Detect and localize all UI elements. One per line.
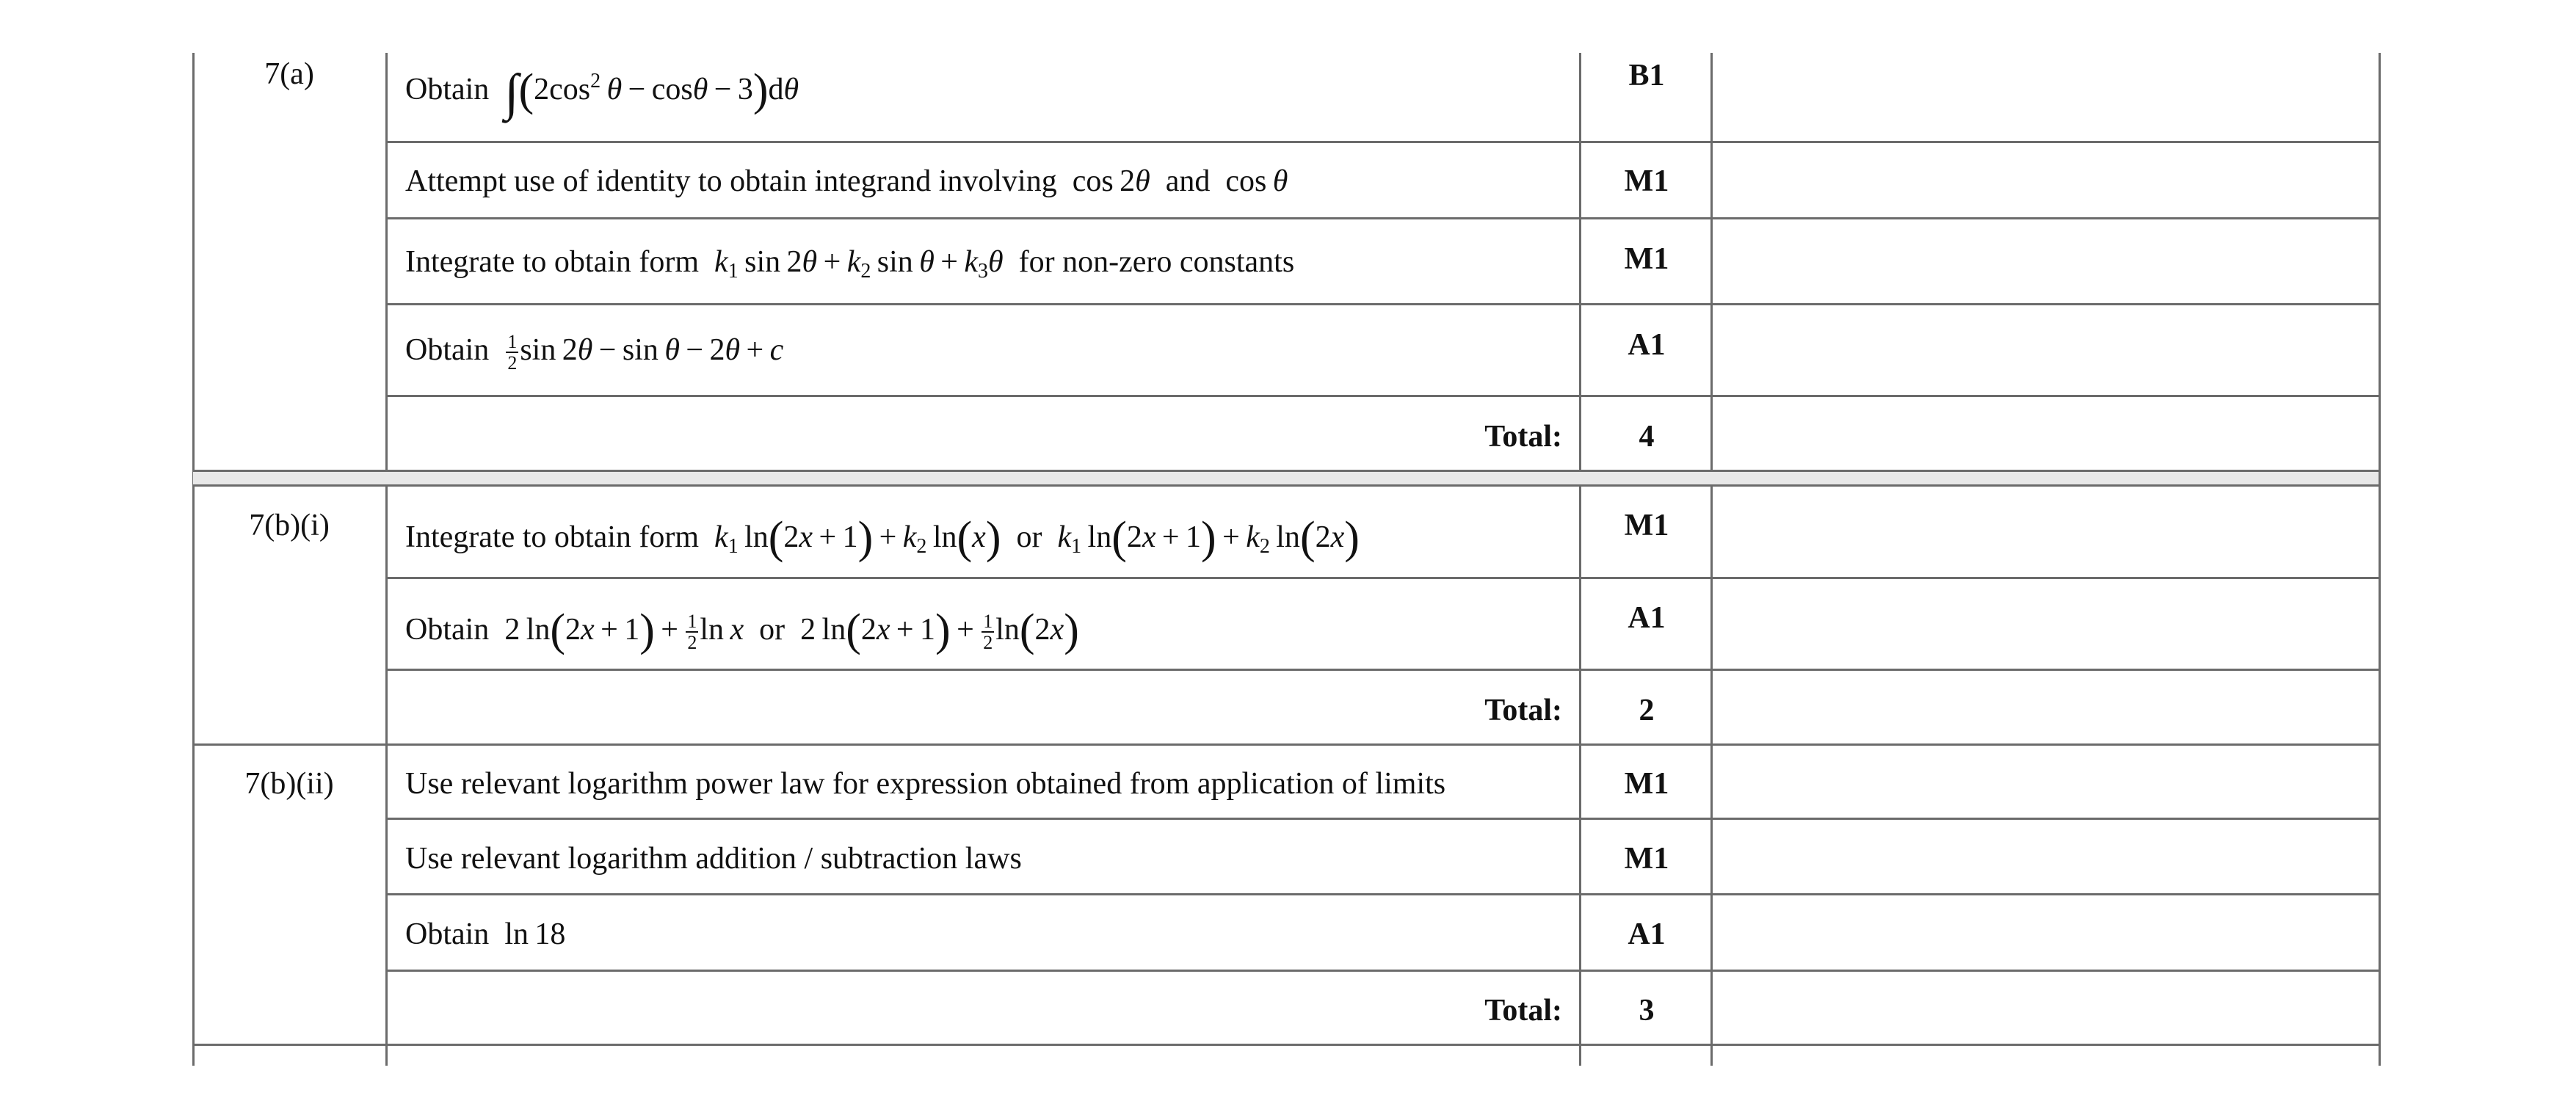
question-number: 7(a)	[264, 57, 314, 91]
column-divider-question	[385, 53, 388, 1066]
total-label: Total:	[1484, 694, 1562, 727]
mark-code: A1	[1628, 328, 1666, 362]
section-divider	[192, 484, 2381, 487]
math-expression: $\frac{1}{2}$ sin 2θ − sin θ − 2θ + c	[507, 331, 784, 374]
mark-code: M1	[1624, 164, 1669, 198]
answer-lead: Obtain	[405, 332, 490, 367]
answer-text	[405, 166, 1288, 197]
answer-text	[405, 515, 1360, 561]
question-number: 7(b)(i)	[249, 509, 330, 542]
section-divider	[192, 743, 2381, 746]
column-divider-marks	[1710, 53, 1713, 1066]
row-divider	[385, 893, 2381, 895]
answer-lead: Use relevant logarithm addition / subtraction laws	[405, 842, 1022, 876]
math-expression: cos 2θ and cos θ	[1064, 164, 1288, 198]
mark-code: M1	[1624, 509, 1669, 542]
answer-lead: Obtain	[405, 613, 490, 647]
total-marks: 4	[1639, 420, 1655, 454]
total-marks: 3	[1639, 994, 1655, 1028]
answer-lead: Use relevant logarithm power law for expression obtained from application of limits	[405, 767, 1446, 801]
total-label: Total:	[1484, 994, 1562, 1028]
mark-code: A1	[1628, 917, 1666, 951]
answer-lead: Attempt use of identity to obtain integrand involving	[405, 164, 1057, 198]
answer-lead: Obtain	[405, 73, 490, 106]
mark-code: M1	[1624, 242, 1669, 276]
table-bottom-border	[192, 1044, 2381, 1046]
answer-lead: Integrate to obtain form	[405, 520, 700, 554]
row-divider	[385, 395, 2381, 397]
answer-text	[405, 332, 783, 374]
section-divider	[192, 470, 2381, 472]
mark-code: M1	[1624, 767, 1669, 801]
total-label: Total:	[1484, 420, 1562, 454]
answer-text	[405, 608, 1079, 653]
math-expression: $k_1$ $\ln(2x + 1) + k_2$ ln(x) or $k_1$ $\ln(2x + 1) + k_2$ ln(2x)	[714, 513, 1360, 563]
table-border-right	[2379, 53, 2381, 1066]
table-border-left	[192, 53, 195, 1066]
row-divider	[385, 577, 2381, 579]
mark-code: B1	[1628, 59, 1665, 92]
mark-code: A1	[1628, 601, 1666, 635]
row-divider	[385, 303, 2381, 305]
column-divider-answer	[1579, 53, 1581, 1066]
row-divider	[385, 141, 2381, 143]
row-divider	[385, 970, 2381, 972]
mark-code: M1	[1624, 842, 1669, 876]
row-divider	[385, 818, 2381, 820]
answer-text	[405, 768, 1445, 799]
answer-lead: Obtain	[405, 917, 490, 951]
row-divider	[385, 669, 2381, 671]
answer-suffix: for non-zero constants	[1018, 245, 1295, 279]
total-marks: 2	[1639, 694, 1655, 727]
math-expression: ln 18	[496, 917, 566, 951]
question-number: 7(b)(ii)	[244, 767, 334, 801]
answer-lead: Integrate to obtain form	[405, 245, 700, 279]
row-divider	[385, 217, 2381, 219]
answer-text	[405, 247, 1294, 282]
math-expression: $k_1$ $\sin 2\theta + k_2$ $\sin \theta + k_3\theta$	[714, 245, 1004, 283]
answer-text	[405, 65, 799, 121]
math-expression: 2 ln(2x + 1) + $\frac{1}{2}$ ln x or 2 ln(2x + 1) + $\frac{1}{2}$ ln(2x)	[496, 606, 1079, 655]
integral-expression: $\int(2\cos^2$ θ − cosθ − 3)dθ	[504, 65, 799, 121]
answer-text	[405, 919, 565, 950]
answer-text	[405, 843, 1022, 874]
